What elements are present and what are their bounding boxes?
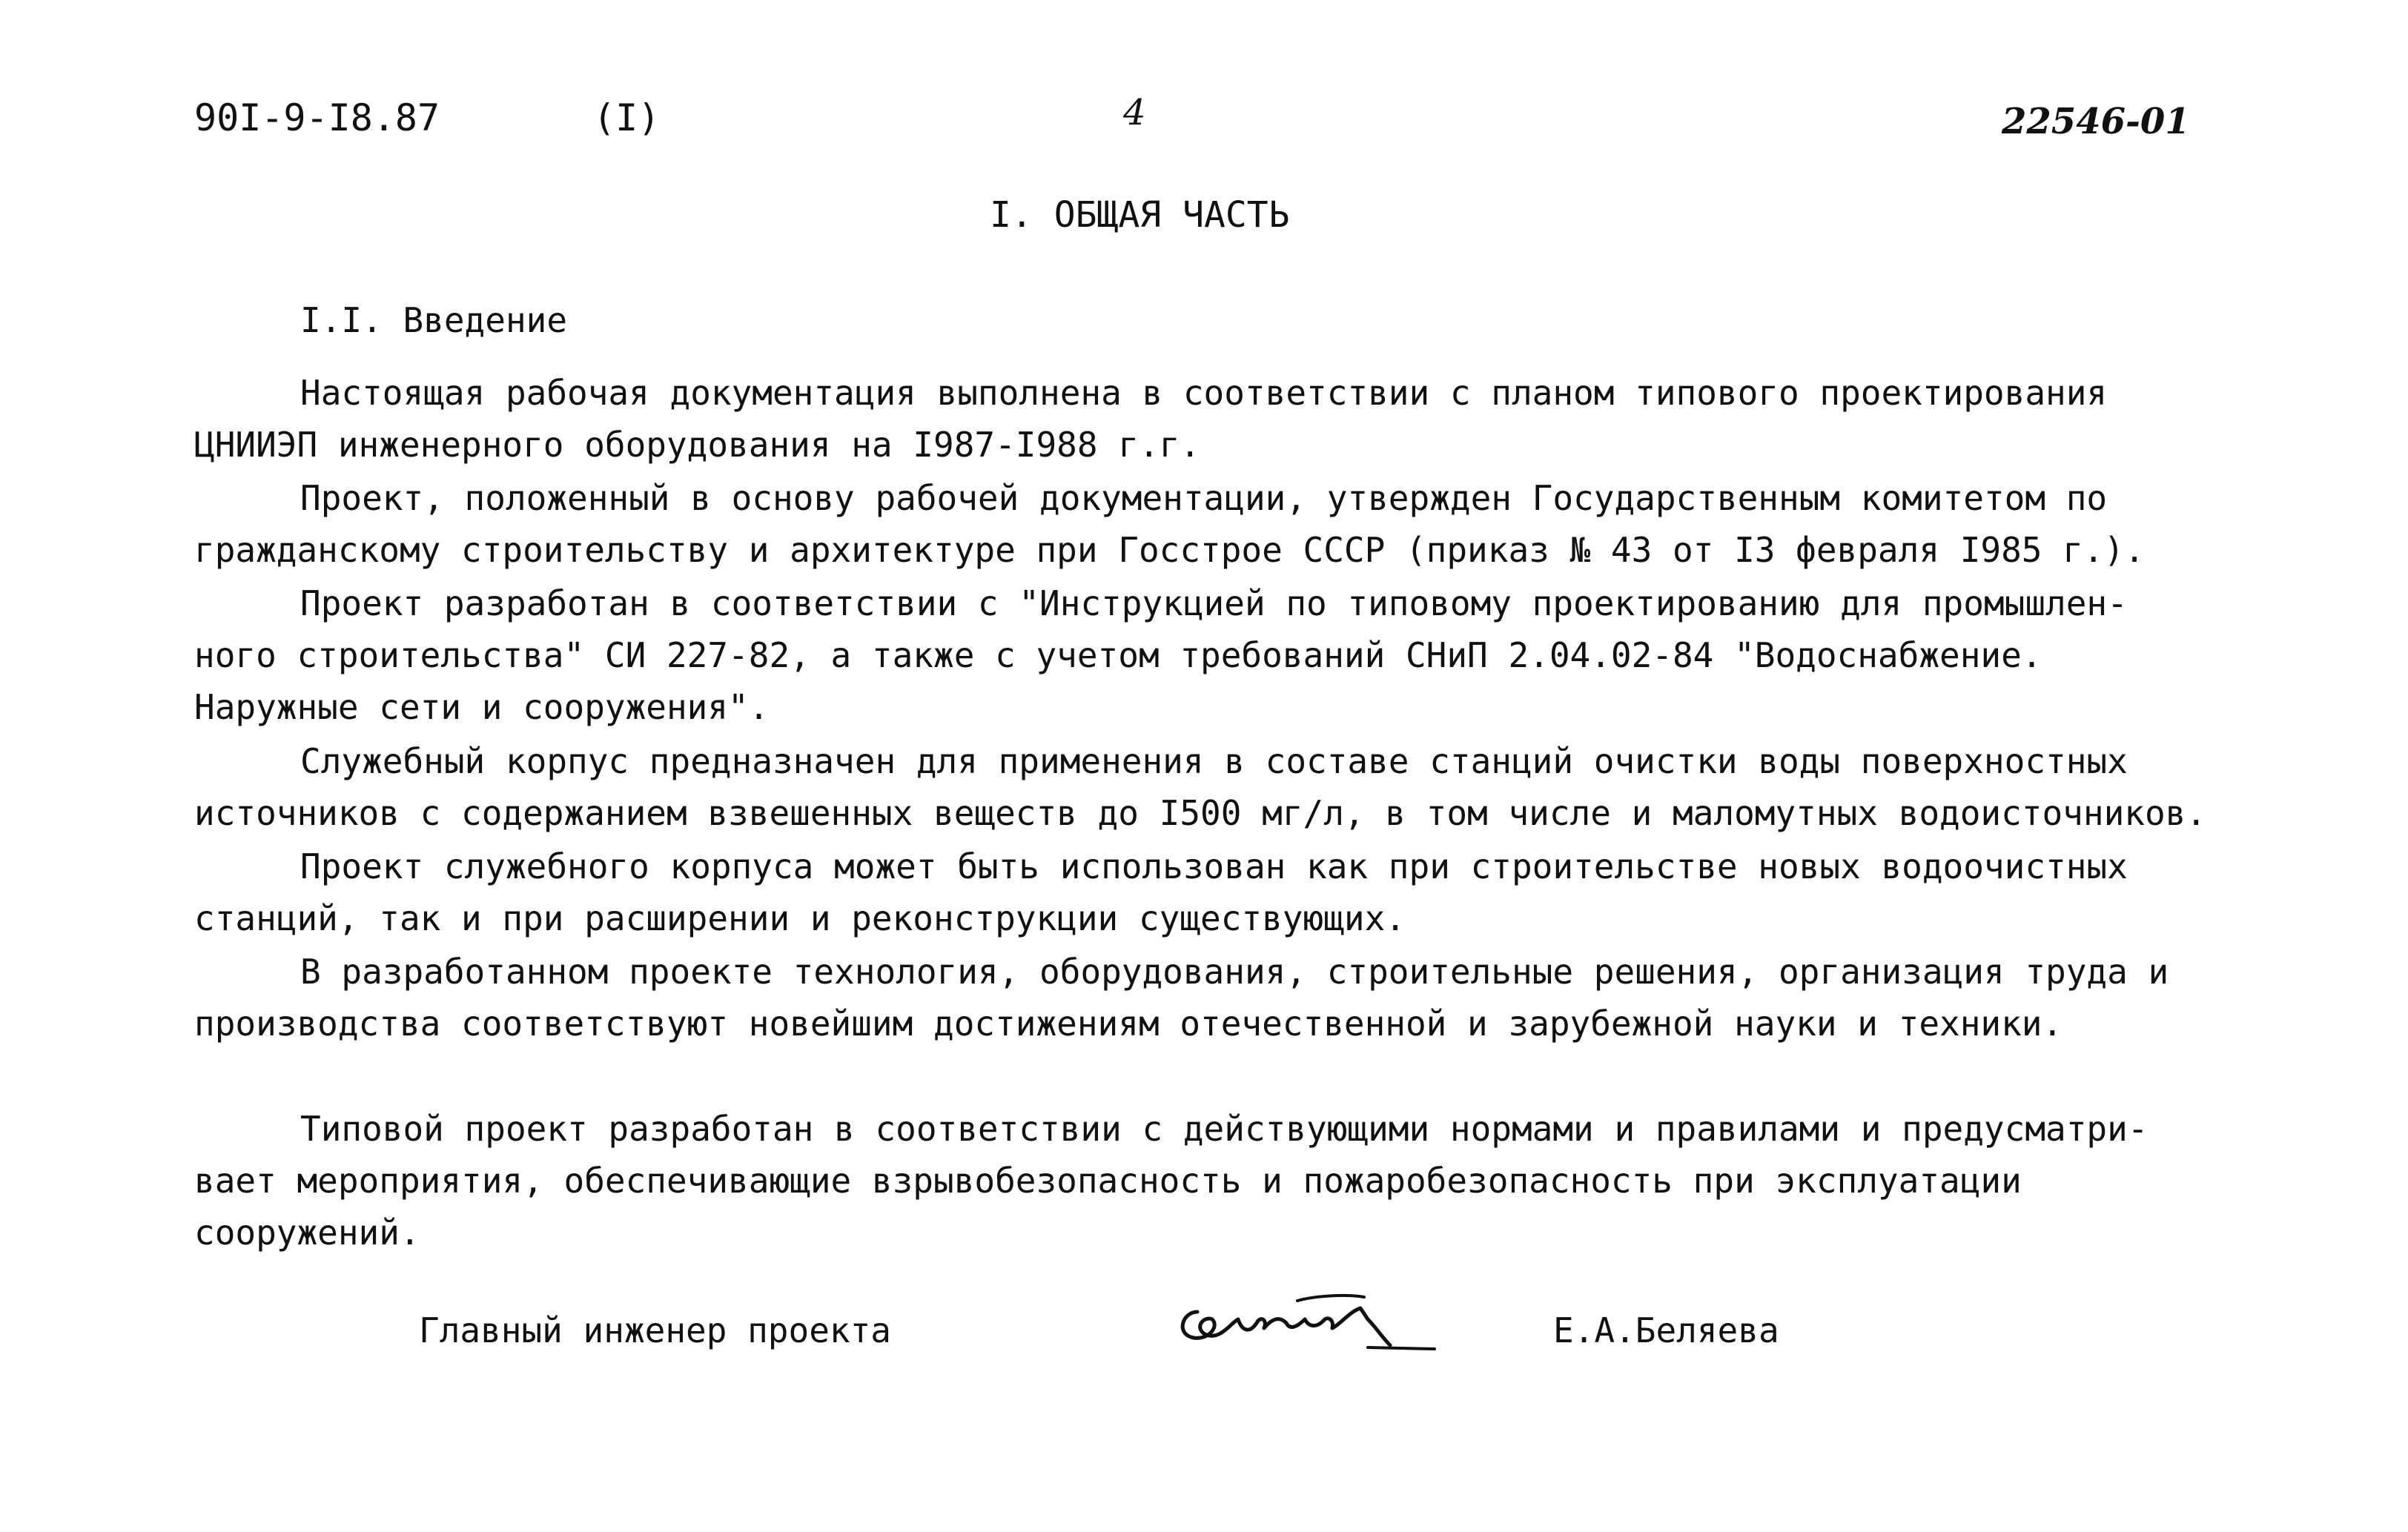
text-line: ного строительства" СИ 227-82, а также с учетом требований СНиП 2.04.02-84 "Водоснабжение.	[194, 635, 2042, 675]
text-line: Типовой проект разработан в соответствии с действующими нормами и правилами и предусматри-	[300, 1109, 2149, 1149]
text-line: Проект служебного корпуса может быть использован как при строительстве новых водоочистных	[300, 846, 2128, 886]
text-line: вает мероприятия, обеспечивающие взрывобезопасность и пожаробезопасность при эксплуатации	[194, 1161, 2022, 1201]
document-code: 90I-9-I8.87	[194, 96, 440, 139]
text-line: производства соответствуют новейшим достижениям отечественной и зарубежной науки и техники.	[194, 1004, 2063, 1044]
text-line: гражданскому строительству и архитектуре при Госстрое СССР (приказ № 43 от I3 февраля I985 г.).	[194, 530, 2145, 570]
text-line: источников с содержанием взвешенных веществ до I500 мг/л, в том числе и маломутных водоисточников.	[194, 793, 2207, 833]
text-line: станций, так и при расширении и реконструкции существующих.	[194, 898, 1406, 938]
text-line: В разработанном проекте технология, оборудования, строительные решения, организация труда и	[300, 952, 2169, 992]
text-line: Проект разработан в соответствии с "Инструкцией по типовому проектированию для промышлен-	[300, 583, 2128, 623]
page-number: 4	[1123, 92, 1146, 133]
subsection-title: I.I. Введение	[300, 300, 568, 340]
section-title: I. ОБЩАЯ ЧАСТЬ	[990, 194, 1290, 236]
signature-label: Главный инженер проекта	[419, 1310, 891, 1350]
text-line: Проект, положенный в основу рабочей документации, утвержден Государственным комитетом по	[300, 478, 2108, 518]
text-line: сооружений.	[194, 1213, 420, 1253]
text-line: ЦНИИЭП инженерного оборудования на I987-I988 г.г.	[194, 425, 1201, 465]
signatory-name: Е.А.Беляева	[1553, 1310, 1779, 1350]
text-line: Настоящая рабочая документация выполнена в соответствии с планом типового проектирования	[300, 373, 2108, 413]
document-part: (I)	[593, 96, 661, 139]
handwritten-signature	[1168, 1282, 1442, 1364]
inventory-number: 22546-01	[2002, 101, 2190, 142]
text-line: Наружные сети и сооружения".	[194, 687, 770, 727]
text-line: Служебный корпус предназначен для применения в составе станций очистки воды поверхностных	[300, 741, 2128, 781]
